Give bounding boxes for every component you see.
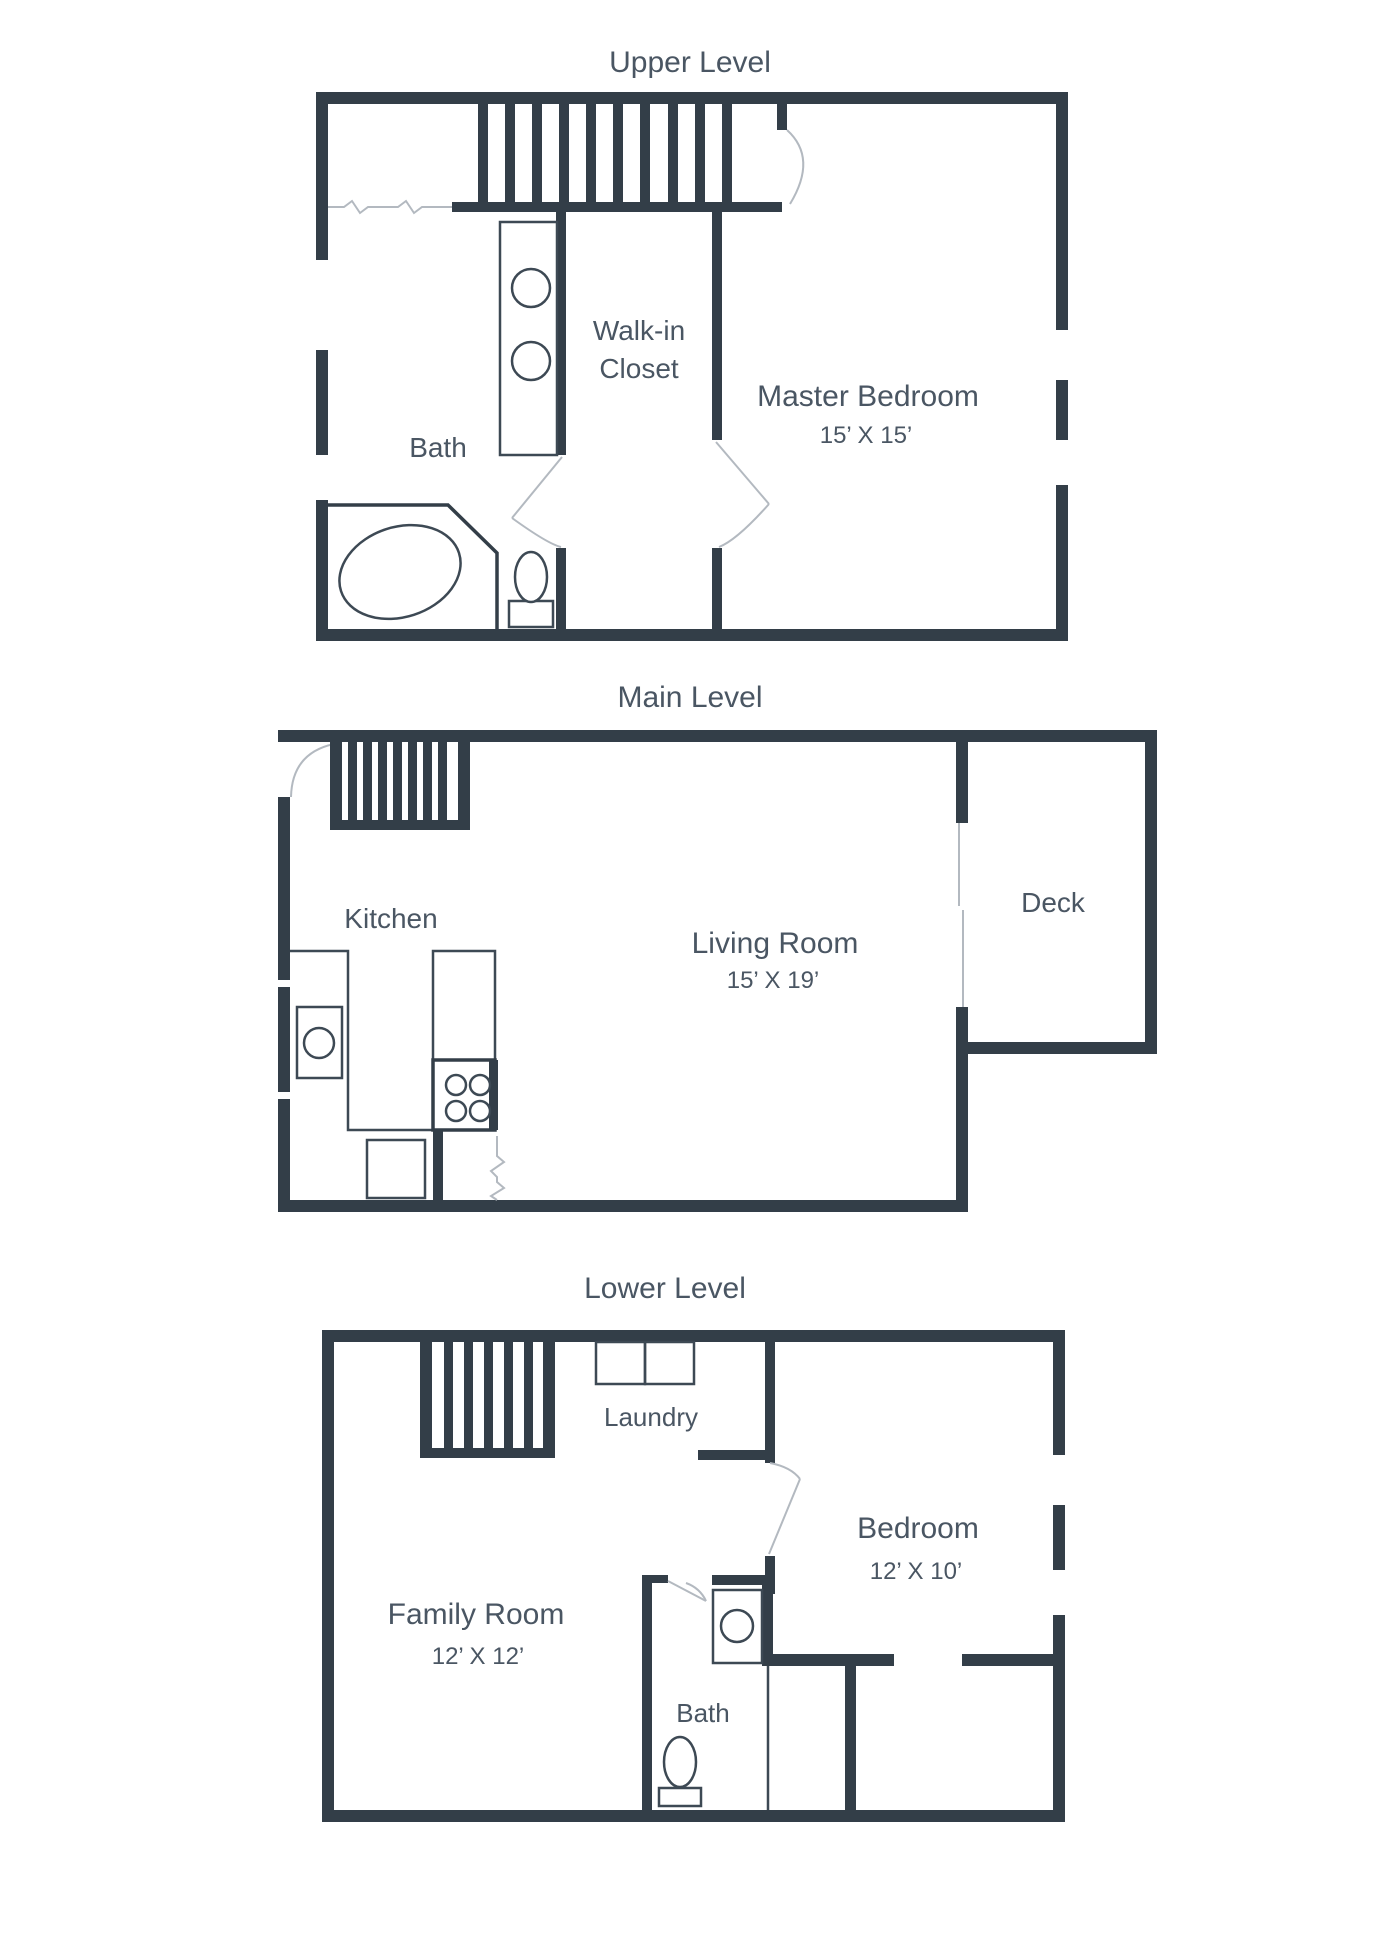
lower-level-plan <box>322 1272 1065 1822</box>
kitchen-counters <box>290 951 495 1130</box>
room-dims-master-bedroom: 15’ X 15’ <box>819 422 913 449</box>
vanity-sink-lower <box>713 1590 762 1663</box>
vanity-double-sink <box>500 222 557 455</box>
room-label-master-bedroom: Master Bedroom <box>757 380 979 413</box>
main-stairs <box>330 742 470 830</box>
lower-stairs <box>420 1342 555 1458</box>
room-dims-living-room: 15’ X 19’ <box>726 967 820 994</box>
washer <box>596 1342 645 1384</box>
door-swing-master <box>716 442 769 547</box>
door-swing-bath-lower <box>668 1581 706 1601</box>
oven <box>297 1007 342 1078</box>
entry-door-swing <box>291 744 334 797</box>
main-level-plan <box>278 681 1157 1212</box>
main-level-title: Main Level <box>617 681 763 714</box>
room-label-family-room: Family Room <box>387 1598 565 1631</box>
door-swing-closet <box>512 457 562 547</box>
dishwasher <box>367 1140 425 1198</box>
dryer <box>645 1342 694 1384</box>
bathtub <box>327 505 497 634</box>
stove-cooktop <box>433 1060 498 1130</box>
opening-break-symbol <box>491 1136 504 1200</box>
door-swing-bedroom <box>769 1463 800 1554</box>
room-label-bath-upper: Bath <box>409 432 467 463</box>
door-swing-top <box>787 130 803 204</box>
room-dims-bedroom: 12’ X 10’ <box>869 1558 963 1585</box>
room-label-bath-lower: Bath <box>676 1698 730 1728</box>
kitchen-peninsula-wall <box>433 1130 443 1212</box>
wall-break-symbol <box>328 201 452 213</box>
toilet-lower <box>659 1737 701 1806</box>
toilet-upper <box>509 552 553 627</box>
lower-interior-walls <box>642 1342 1065 1810</box>
sliding-door <box>959 823 963 1007</box>
room-label-laundry: Laundry <box>604 1402 698 1432</box>
room-label-deck: Deck <box>1021 887 1085 918</box>
room-label-bedroom: Bedroom <box>857 1512 979 1545</box>
room-dims-family-room: 12’ X 12’ <box>431 1643 525 1670</box>
upper-stairs <box>452 104 782 212</box>
upper-level-title: Upper Level <box>609 46 771 79</box>
room-label-living-room: Living Room <box>691 927 859 960</box>
room-label-kitchen: Kitchen <box>344 903 438 934</box>
lower-level-title: Lower Level <box>584 1272 746 1305</box>
room-label-walkin-line1: Walk-in <box>592 315 686 346</box>
room-label-walkin-line2: Closet <box>599 353 679 384</box>
upper-level-plan <box>316 46 1068 641</box>
